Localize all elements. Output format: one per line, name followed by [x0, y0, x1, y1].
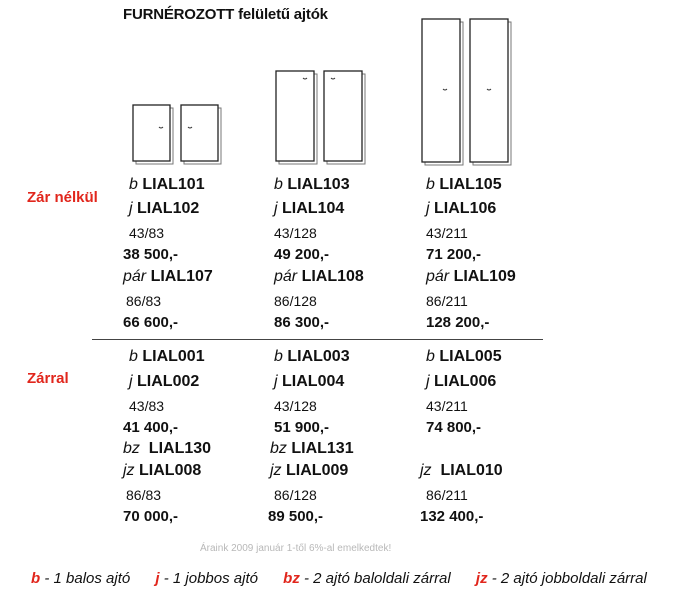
product-code: j LIAL006 — [426, 373, 497, 390]
price: 86 300,- — [274, 314, 330, 331]
tall-door-pair-icon — [417, 14, 517, 169]
product-code: pár LIAL108 — [274, 268, 364, 285]
legend-item-jz: jz - 2 ajtó jobboldali zárral — [475, 570, 647, 587]
price: 74 800,- — [426, 419, 482, 436]
dimension: 86/128 — [274, 293, 317, 309]
price: 49 200,- — [274, 246, 330, 263]
section-label-zarral: Zárral — [27, 370, 69, 387]
price: 41 400,- — [123, 419, 179, 436]
price: 66 600,- — [123, 314, 179, 331]
dimension: 43/128 — [274, 225, 317, 241]
page-title: FURNÉROZOTT felületű ajtók — [123, 6, 328, 23]
product-code: b LIAL105 — [426, 176, 502, 193]
dimension: 86/83 — [126, 487, 162, 503]
product-code: pár LIAL109 — [426, 268, 516, 285]
product-code: jz LIAL008 — [123, 462, 202, 479]
medium-door-pair-icon — [271, 68, 371, 168]
price: 51 900,- — [274, 419, 330, 436]
product-code: j LIAL002 — [129, 373, 200, 390]
small-door-pair-icon — [128, 100, 228, 170]
product-code: j LIAL104 — [274, 200, 345, 217]
price: 128 200,- — [426, 314, 490, 331]
product-code: b LIAL103 — [274, 176, 350, 193]
price: 38 500,- — [123, 246, 179, 263]
legend-item-b: b - 1 balos ajtó — [31, 570, 131, 587]
price: 89 500,- — [268, 508, 324, 525]
dimension: 86/211 — [426, 293, 468, 309]
price: 70 000,- — [123, 508, 179, 525]
product-code: b LIAL003 — [274, 348, 350, 365]
product-code: pár LIAL107 — [123, 268, 213, 285]
dimension: 86/83 — [126, 293, 162, 309]
price-increase-note: Áraink 2009 január 1-től 6%-al emelkedtek! — [200, 543, 392, 554]
dimension: 43/211 — [426, 398, 468, 414]
product-code: j LIAL106 — [426, 200, 497, 217]
legend-item-j: j - 1 jobbos ajtó — [155, 570, 258, 587]
product-code: jz LIAL010 — [420, 462, 503, 479]
price: 71 200,- — [426, 246, 482, 263]
price: 132 400,- — [420, 508, 484, 525]
product-code: b LIAL101 — [129, 176, 205, 193]
dimension: 43/83 — [129, 225, 165, 241]
product-code: j LIAL102 — [129, 200, 200, 217]
product-code: b LIAL001 — [129, 348, 205, 365]
product-code: b LIAL005 — [426, 348, 502, 365]
product-code: bz LIAL131 — [270, 440, 354, 457]
product-code: bz LIAL130 — [123, 440, 212, 457]
dimension: 86/128 — [274, 487, 317, 503]
legend — [31, 570, 668, 587]
dimension: 43/128 — [274, 398, 317, 414]
section-divider — [92, 339, 543, 340]
dimension: 43/83 — [129, 398, 165, 414]
product-code: jz LIAL009 — [270, 462, 349, 479]
legend-item-bz: bz - 2 ajtó baloldali zárral — [283, 570, 451, 587]
section-label-zar-nelkul: Zár nélkül — [27, 189, 98, 206]
product-code: j LIAL004 — [274, 373, 345, 390]
dimension: 43/211 — [426, 225, 468, 241]
dimension: 86/211 — [426, 487, 468, 503]
